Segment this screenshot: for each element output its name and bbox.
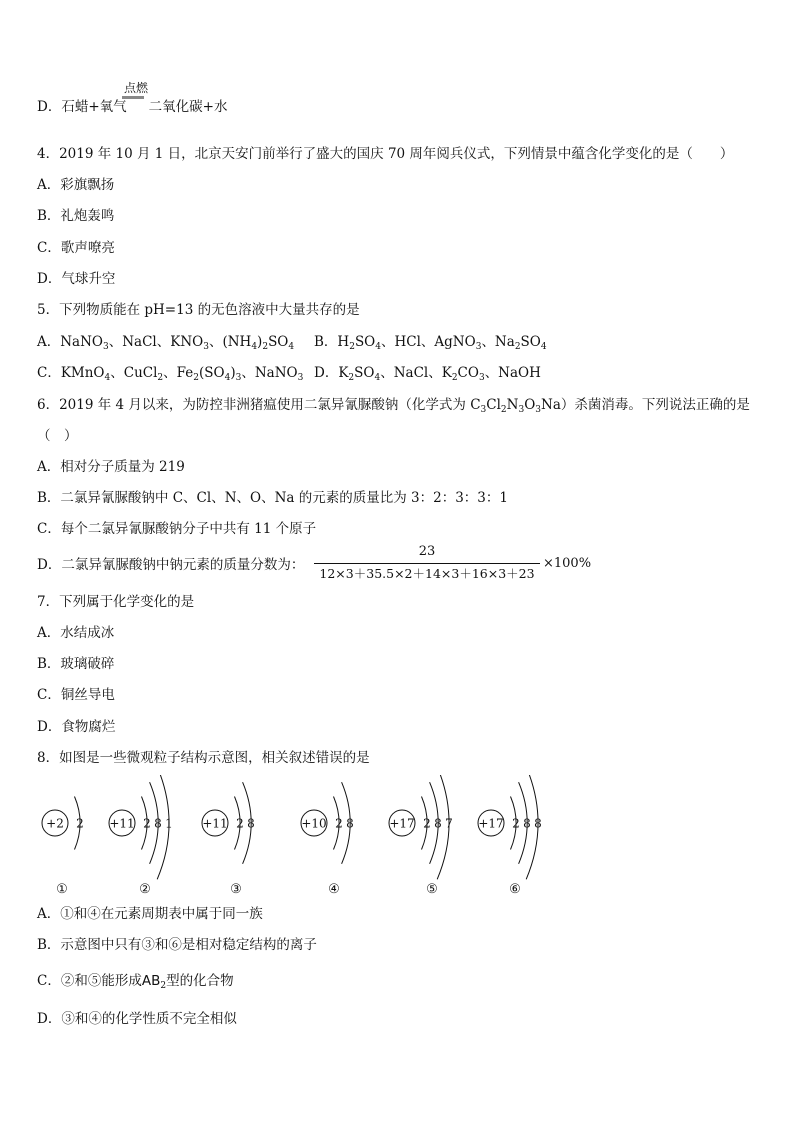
percent-factor: ×100%: [543, 556, 592, 571]
fraction-numerator: 23: [418, 544, 436, 559]
q4-option-c: C．歌声嘹亮: [37, 240, 115, 256]
q6-option-c: C．每个二氯异氰脲酸钠分子中共有 11 个原子: [37, 521, 317, 537]
atom-label: ③: [230, 882, 242, 897]
q8-option-a: A．①和④在元素周期表中属于同一族: [37, 906, 263, 922]
nucleus-charge: +11: [202, 816, 228, 831]
shell-electron-count: 8: [434, 816, 442, 831]
atom-diagram: [42, 797, 84, 898]
q7-option-c: C．铜丝导电: [37, 687, 115, 703]
q6-option-a: A．相对分子质量为 219: [37, 459, 185, 475]
atom-label: ②: [139, 882, 151, 897]
shell-electron-count: 2: [236, 816, 244, 831]
atom-label: ⑤: [426, 882, 438, 897]
shell-electron-count: 8: [247, 816, 255, 831]
shell-electron-count: 7: [445, 816, 453, 831]
shell-electron-count: 8: [346, 816, 354, 831]
shell-electron-count: 2: [143, 816, 151, 831]
q8-option-b: B．示意图中只有③和⑥是相对稳定结构的离子: [37, 937, 317, 953]
q4-option-d: D．气球升空: [37, 271, 116, 287]
q8-option-c: C．②和⑤能形成$AB_2$型的化合物: [37, 973, 234, 991]
reaction-arrow-icon: [122, 85, 144, 99]
fraction-denominator: 12×3＋35.5×2＋14×3＋16×3＋23: [319, 566, 535, 581]
q5-option-c: C．KMnO$_4$、CuCl$_2$、$Fe_2(SO_4)_3$、NaNO$_3$: [37, 365, 304, 383]
atom-diagram: [109, 775, 173, 897]
q4-stem: 4．2019 年 10 月 1 日，北京天安门前举行了盛大的国庆 70 周年阅兵仪式，下列情景中蕴含化学变化的是（ ）: [37, 146, 734, 162]
q7-option-b: B．玻璃破碎: [37, 656, 115, 672]
reaction-condition: 点燃: [124, 81, 149, 95]
q4-option-a: A．彩旗飘扬: [37, 177, 115, 193]
shell-electron-count: 8: [154, 816, 162, 831]
atom-diagram: [389, 775, 453, 897]
q7-option-a: A．水结成冰: [37, 625, 115, 641]
nucleus-charge: +17: [478, 816, 504, 831]
atom-label: ⑥: [509, 882, 521, 897]
fraction-bar: [314, 563, 540, 564]
q7-stem: 7．下列属于化学变化的是: [37, 594, 195, 610]
q6-option-d: D．二氯异氰脲酸钠中钠元素的质量分数为：: [37, 557, 305, 573]
shell-electron-count: 2: [512, 816, 520, 831]
nucleus-charge: +2: [46, 816, 64, 831]
q5-stem: 5．下列物质能在 pH=13 的无色溶液中大量共存的是: [37, 302, 360, 318]
q7-option-d: D．食物腐烂: [37, 719, 116, 735]
nucleus-charge: +11: [109, 816, 135, 831]
q4-option-b: B．礼炮轰鸣: [37, 208, 115, 224]
atom-diagram: [478, 775, 542, 897]
q6-option-b: B．二氯异氰脲酸钠中 C、Cl、N、O、Na 的元素的质量比为 3：2：3：3：1: [37, 490, 508, 506]
shell-electron-count: 8: [534, 816, 542, 831]
atom-structure-diagram: [0, 775, 794, 905]
atom-diagram: [301, 782, 354, 897]
q6-paren: （ ）: [37, 428, 78, 444]
shell-electron-count: 2: [76, 816, 84, 831]
nucleus-charge: +17: [389, 816, 415, 831]
q5-option-a: A．NaNO$_3$、NaCl、$KNO_3$、$(NH_4)_2SO_4$: [37, 334, 295, 352]
shell-electron-count: 1: [165, 816, 173, 831]
atom-diagram: [202, 782, 255, 897]
atom-label: ①: [56, 882, 68, 897]
shell-electron-count: 2: [335, 816, 343, 831]
shell-electron-count: 8: [523, 816, 531, 831]
q6-stem: 6．2019 年 4 月以来，为防控非洲猪瘟使用二氯异氰脲酸钠（化学式为 $C_3Cl_2N_3O_3Na$）杀菌消毒。下列说法正确的是: [37, 397, 750, 415]
atom-label: ④: [328, 882, 340, 897]
q8-option-d: D．③和④的化学性质不完全相似: [37, 1011, 237, 1027]
q8-stem: 8．如图是一些微观粒子结构示意图，相关叙述错误的是: [37, 750, 370, 766]
q5-option-b: B．$H_2SO_4$、HCl、AgNO$_3$、$Na_2SO_4$: [314, 334, 547, 352]
nucleus-charge: +10: [301, 816, 327, 831]
mass-fraction-formula: [314, 544, 540, 580]
q3-option-d: D．石蜡+氧气 二氧化碳+水: [37, 99, 228, 115]
q5-option-d: D．$K_2SO_4$、NaCl、$K_2CO_3$、NaOH: [314, 365, 541, 383]
shell-electron-count: 2: [423, 816, 431, 831]
